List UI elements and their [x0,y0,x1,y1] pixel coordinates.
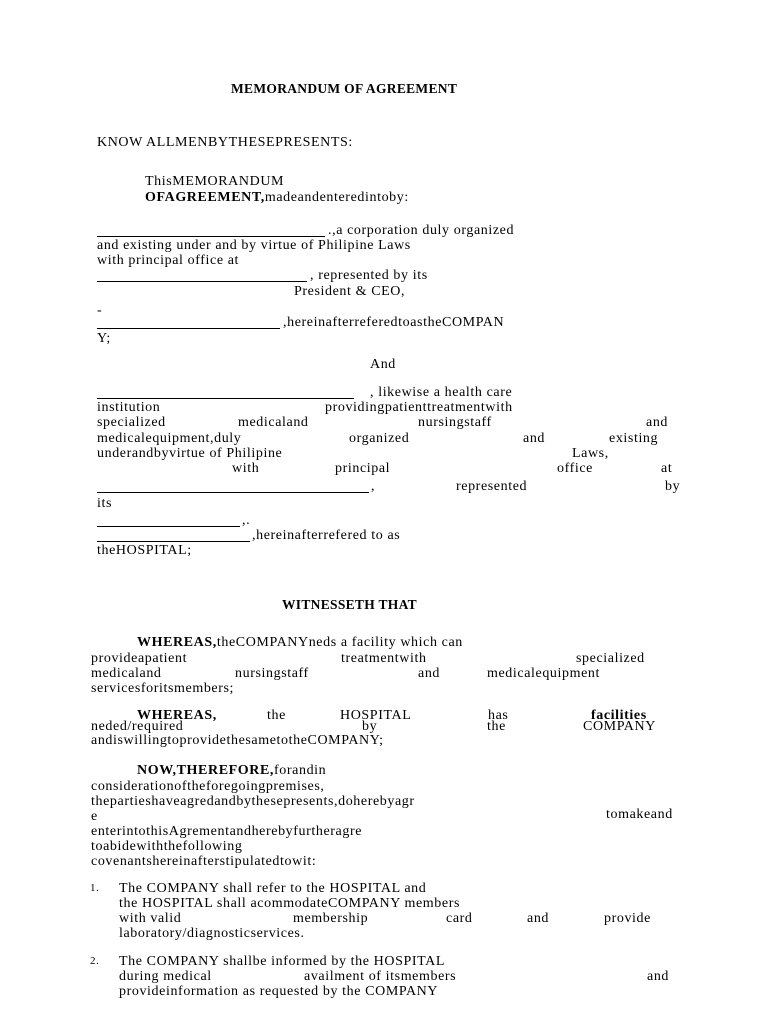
whereas-2-line-1d: has [488,708,509,723]
whereas-1-line-3d: medicalequipment [487,666,601,681]
item-1-line-4: laboratory/diagnosticservices. [119,926,305,941]
whereas-2-bold: WHEREAS, [137,708,217,723]
whereas-1-line-2c: specialized [576,651,645,666]
company-line-5: President & CEO, [294,284,406,299]
whereas-2-line-3: andiswillingtoprovidethesametotheCOMPANY; [91,733,384,748]
hospital-line-3c: nursingstaff [418,415,492,430]
whereas-1-line-4: servicesforitsmembers; [91,681,235,696]
hospital-line-2b: providingpatienttreatmentwith [325,400,513,415]
company-line-2: and existing under and by virtue of Philipine Laws [97,238,411,253]
witnesseth-heading: WITNESSETH THAT [282,597,417,612]
hospital-line-5a: underandbyvirtue of Philipine [97,446,283,461]
item-2-line-2b: availment of itsmembers [304,969,457,984]
hospital-line-3d: and [646,415,669,430]
whereas-2-line-1b: the [267,708,286,723]
item-1-number: 1. [90,882,100,894]
item-2-line-3: provideinformation as requested by the COMPANY [119,984,439,999]
hospital-line-11: theHOSPITAL; [97,543,192,558]
hospital-rep-blank-2 [97,541,250,542]
intro-line-1: ThisMEMORANDUM [145,174,285,189]
whereas-1-line-3b: nursingstaff [235,666,309,681]
company-line-3: with principal office at [97,253,240,268]
hospital-line-6c: office [557,461,593,476]
now-therefore-bold: NOW,THEREFORE, [137,763,275,778]
intro-line-2 [145,191,409,205]
whereas-1-line-3c: and [418,666,441,681]
intro-bold: OFAGREEMENT, [145,190,265,205]
whereas-2-line-2c: the [487,719,506,734]
hospital-rep-blank [97,526,240,527]
and-connector: And [370,357,396,372]
hospital-line-4a: medicalequipment,duly [97,431,242,446]
whereas-2-line-2a: neded/required [91,719,184,734]
company-line-6: ,hereinafterreferedtoastheCOMPAN [283,315,505,330]
now-therefore-rest: forandin [274,763,327,778]
hospital-line-7a: , [371,479,376,494]
whereas-1-bold: WHEREAS, [137,635,217,650]
now-therefore-line-4a: e [91,809,98,824]
item-1-line-3d: and [527,911,550,926]
hospital-line-1: , likewise a health care [370,385,513,400]
now-therefore-line-5: enterintothisAgrementandherebyfurtheragre [91,824,363,839]
hospital-line-2a: institution [97,400,161,415]
whereas-2-line-2b: by [362,719,378,734]
hospital-line-8: its [97,496,113,511]
hospital-line-6d: at [661,461,673,476]
item-1-line-3c: card [446,911,473,926]
know-all-heading: KNOW ALLMENBYTHESEPRESENTS: [97,135,353,150]
now-therefore-line-2: considerationoftheforegoingpremises, [91,779,325,794]
hospital-line-7c: by [665,479,681,494]
document-title: MEMORANDUM OF AGREEMENT [231,81,458,96]
whereas-1-line-1 [137,636,463,650]
hospital-name-blank [97,398,354,399]
whereas-1-rest: theCOMPANYneds a facility which can [216,635,463,650]
intro-rest: madeandenteredintoby: [264,190,409,205]
now-therefore-line-6: toabidewiththefollowing [91,839,243,854]
whereas-1-line-3a: medicaland [91,666,162,681]
hospital-line-10: ,hereinafterrefered to as [252,528,401,543]
now-therefore-line-3: thepartieshaveagredandbythesepresents,doherebyagr [91,794,415,809]
hospital-address-blank [97,492,369,493]
whereas-2-line-1c: HOSPITAL [340,708,412,723]
item-2-line-1: The COMPANY shallbe informed by the HOSPITAL [119,954,445,969]
company-line-1: .,a corporation duly organized [328,223,515,238]
hospital-line-3b: medicaland [238,415,309,430]
item-1-line-2: the HOSPITAL shall acommodateCOMPANY members [119,896,461,911]
item-1-line-3e: provide [604,911,651,926]
whereas-2-line-2d: COMPANY [583,719,656,734]
company-dash: - [97,303,103,318]
hospital-line-6a: with [232,461,260,476]
hospital-line-7b: represented [456,479,528,494]
company-line-4: , represented by its [310,268,428,283]
hospital-line-4d: existing [609,431,659,446]
item-1-line-3a: with valid [119,911,182,926]
company-line-7: Y; [97,331,111,346]
hospital-line-3a: specialized [97,415,166,430]
company-address-blank [97,281,307,282]
item-1-line-3b: membership [293,911,369,926]
hospital-line-4c: and [523,431,546,446]
whereas-1-line-2b: treatmentwith [341,651,427,666]
now-therefore-line-1 [137,764,326,778]
now-therefore-line-4b: tomakeand [606,807,673,822]
hospital-line-9: ,. [242,513,251,528]
item-2-line-2c: and [647,969,670,984]
hospital-line-6b: principal [335,461,391,476]
item-1-line-1: The COMPANY shall refer to the HOSPITAL and [119,881,427,896]
whereas-1-line-2a: provideapatient [91,651,188,666]
whereas-2-line-1e: facilities [591,708,647,723]
item-2-line-2a: during medical [119,969,212,984]
hospital-line-4b: organized [349,431,410,446]
now-therefore-line-7: covenantshereinafterstipulatedtowit: [91,854,317,869]
company-name-blank [97,236,325,237]
hospital-line-5b: Laws, [572,446,609,461]
item-2-number: 2. [90,955,100,967]
company-rep-blank [97,328,280,329]
